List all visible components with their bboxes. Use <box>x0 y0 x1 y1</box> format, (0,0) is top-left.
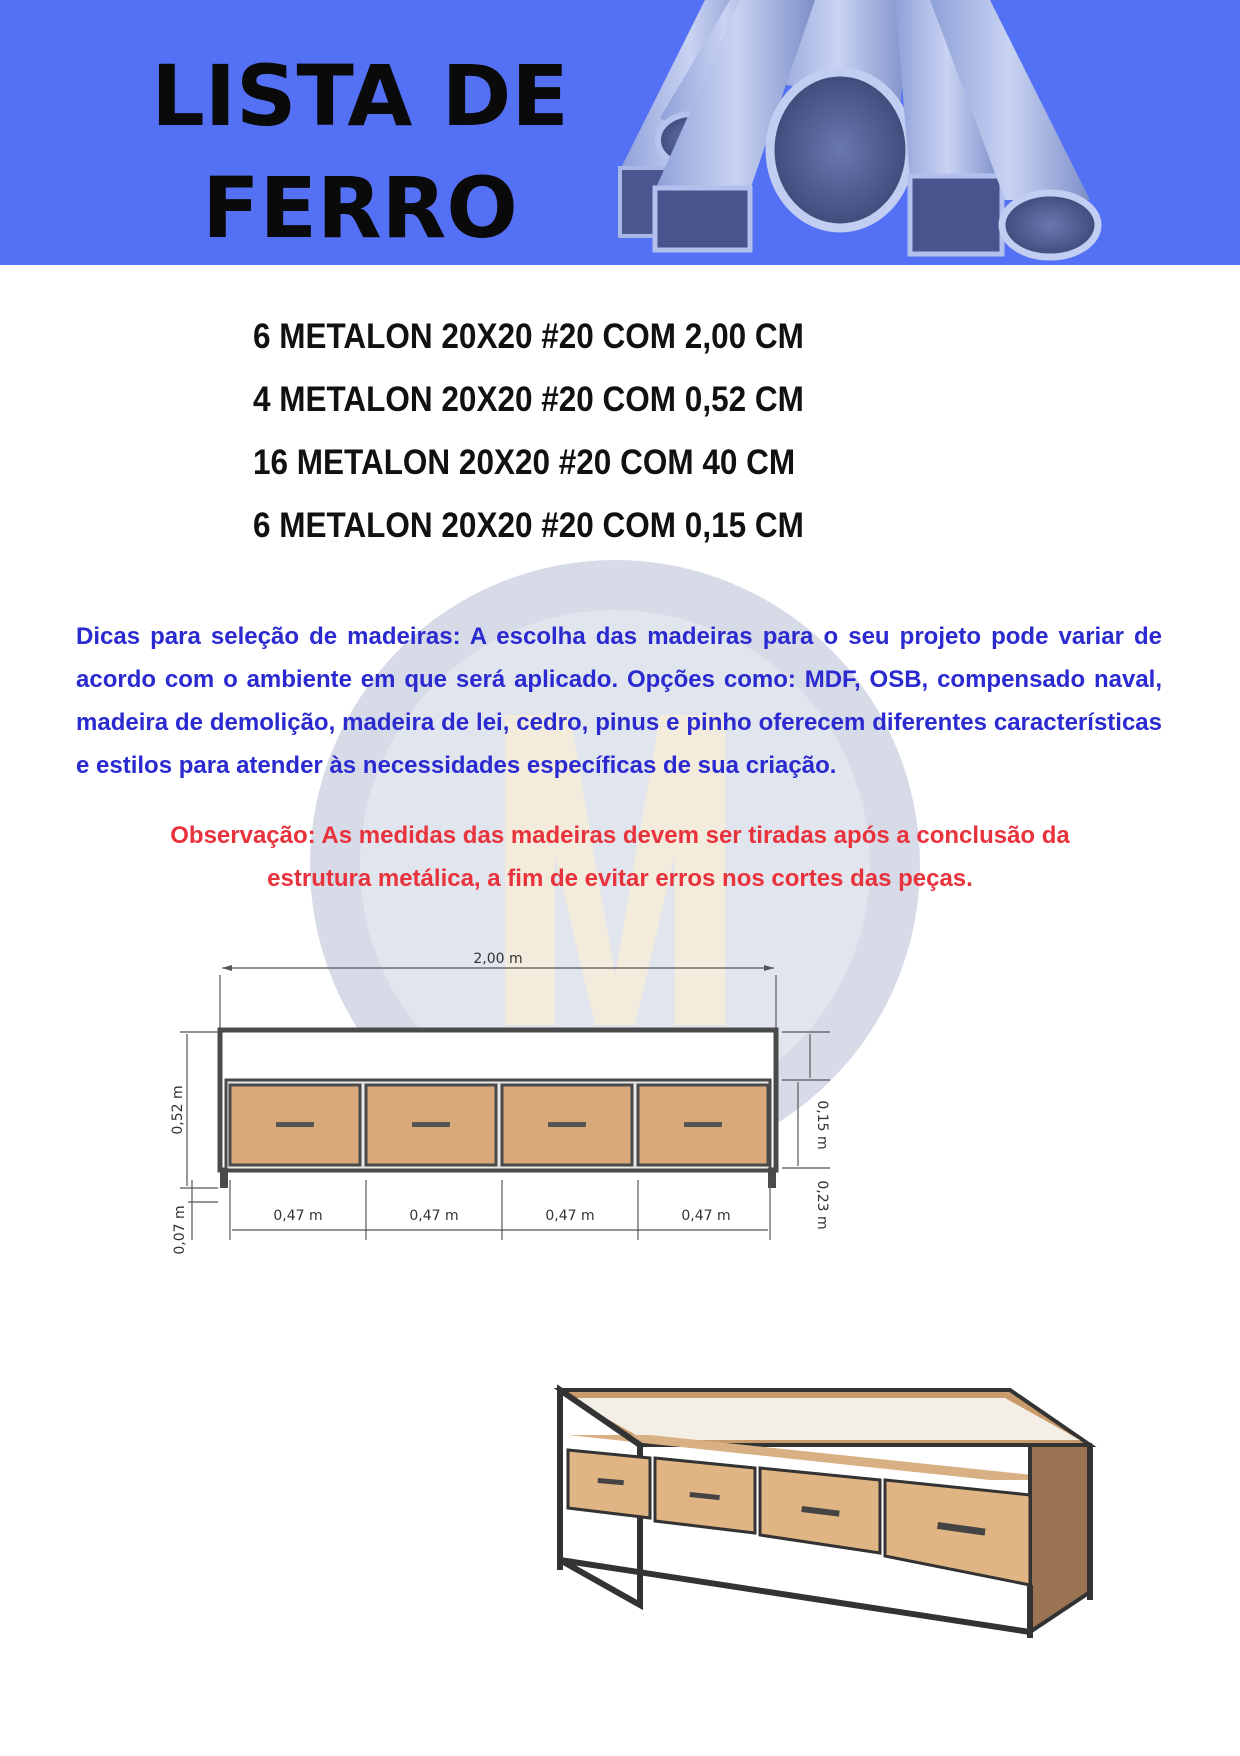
list-item: 4 METALON 20X20 #20 COM 0,52 CM <box>253 380 804 419</box>
page-title <box>150 40 570 264</box>
list-item: 6 METALON 20X20 #20 COM 0,15 CM <box>253 506 804 545</box>
list-item: 16 METALON 20X20 #20 COM 40 CM <box>253 443 796 482</box>
title-line-1: LISTA DE <box>151 47 569 145</box>
drawer-height-dimension-label: 0,15 m <box>814 1100 830 1150</box>
drawer-width-label: 0,47 m <box>409 1208 459 1224</box>
technical-drawing <box>170 940 930 1280</box>
furniture-render <box>550 1370 1100 1640</box>
drawer-width-label: 0,47 m <box>273 1208 323 1224</box>
header-banner <box>0 0 1240 265</box>
note-paragraph: Observação: As medidas das madeiras devem ser tiradas após a conclusão da estrutura metálica, a fim de evitar erros nos cortes das peças. <box>170 822 1070 892</box>
list-item: 6 METALON 20X20 #20 COM 2,00 CM <box>253 317 804 356</box>
materials-list <box>253 305 953 557</box>
metal-pipes-icon <box>610 0 1150 265</box>
tips-paragraph: Dicas para seleção de madeiras: A escolha das madeiras para o seu projeto pode variar de acordo com o ambiente em que será aplicado. Opções como: MDF, OSB, compensado naval, madeira de demolição, madeira de lei, cedro, pinus e pinho oferecem diferentes características e estilos para atender às necessidades específicas de sua criação. <box>76 623 1162 779</box>
foot-dimension-label: 0,07 m <box>172 1205 188 1255</box>
width-dimension-label: 2,00 m <box>473 951 523 967</box>
title-line-2: FERRO <box>202 159 518 257</box>
drawer-total-dimension-label: 0,23 m <box>814 1180 830 1230</box>
drawer-width-label: 0,47 m <box>681 1208 731 1224</box>
height-dimension-label: 0,52 m <box>170 1085 186 1135</box>
drawer-width-label: 0,47 m <box>545 1208 595 1224</box>
